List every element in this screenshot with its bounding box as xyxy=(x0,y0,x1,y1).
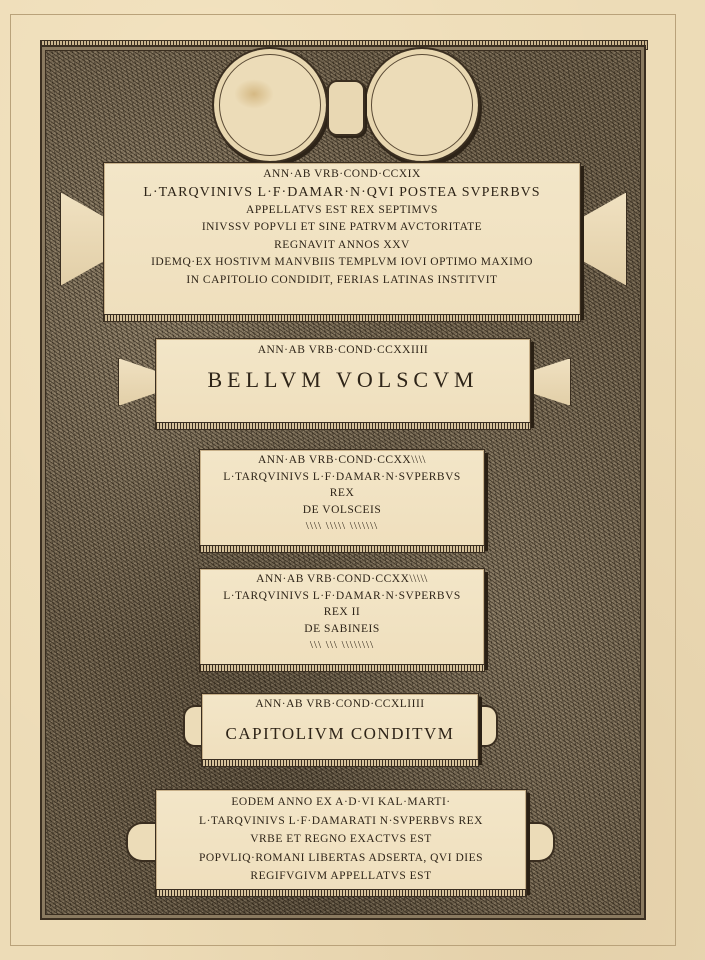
tablet-6-right-ring xyxy=(523,822,555,862)
tablet-2-line-2: BELLVM VOLSCVM xyxy=(207,366,479,392)
tablet-1 xyxy=(103,162,581,316)
tablet-1-line-3: APPELLATVS EST REX SEPTIMVS xyxy=(246,203,438,216)
medallion-stain xyxy=(234,79,274,109)
medallion-clasp xyxy=(327,80,365,136)
tablet-5-line-2: CAPITOLIVM CONDITVM xyxy=(225,723,455,743)
tablet-5-line-1: ANN·AB VRB·COND·CCXLIIII xyxy=(255,698,425,710)
tablet-3-line-5: \\\\ \\\\\ \\\\\\\ xyxy=(305,520,379,532)
tablet-1-line-2: L·TARQVINIVS L·F·DAMAR·N·QVI POSTEA SVPERBVS xyxy=(143,184,541,200)
tablet-4-line-1: ANN·AB VRB·COND·CCXX\\\\\ xyxy=(256,573,428,585)
tablet-6-line-2: L·TARQVINIVS L·F·DAMARATI N·SVPERBVS REX xyxy=(199,814,483,827)
tablet-6-line-1: EODEM ANNO EX A·D·VI KAL·MARTI· xyxy=(231,796,451,808)
tablet-3 xyxy=(199,449,485,547)
tablet-1-line-6: IDEMQ·EX HOSTIVM MANVBIIS TEMPLVM IOVI OPTIMO MAXIMO xyxy=(151,256,533,268)
tablet-6 xyxy=(155,789,527,891)
tablet-3-line-3: REX xyxy=(329,487,355,499)
tablet-1-line-7: IN CAPITOLIO CONDIDIT, FERIAS LATINAS INSTITVIT xyxy=(186,273,498,286)
right-medallion xyxy=(364,47,480,163)
tablet-2 xyxy=(155,338,531,424)
tablet-6-left-ring xyxy=(126,822,158,862)
tablet-4-line-3: REX II xyxy=(323,606,361,618)
tablet-1-line-5: REGNAVIT ANNOS XXV xyxy=(274,238,410,251)
tablet-2-line-1: ANN·AB VRB·COND·CCXXIIII xyxy=(257,344,429,356)
left-medallion xyxy=(212,47,328,163)
tablet-4-line-5: \\\ \\\ \\\\\\\\ xyxy=(309,639,375,651)
tablet-4-line-2: L·TARQVINIVS L·F·DAMAR·N·SVPERBVS xyxy=(223,589,461,602)
tablet-6-line-4: POPVLIQ·ROMANI LIBERTAS ADSERTA, QVI DIES xyxy=(198,851,484,864)
tablet-3-line-1: ANN·AB VRB·COND·CCXX\\\\ xyxy=(257,454,426,466)
tablet-6-line-5: REGIFVGIVM APPELLATVS EST xyxy=(250,870,432,882)
tablet-1-line-1: ANN·AB VRB·COND·CCXIX xyxy=(263,168,421,180)
tablet-5 xyxy=(201,693,479,761)
tablet-6-line-3: VRBE ET REGNO EXACTVS EST xyxy=(250,833,432,845)
tablet-4 xyxy=(199,568,485,666)
tablet-3-line-4: DE VOLSCEIS xyxy=(302,503,382,516)
tablet-1-line-4: INIVSSV POPVLI ET SINE PATRVM AVCTORITATE xyxy=(201,221,483,233)
tablet-4-line-4: DE SABINEIS xyxy=(304,622,380,635)
tablet-3-line-2: L·TARQVINIVS L·F·DAMAR·N·SVPERBVS xyxy=(223,470,461,483)
